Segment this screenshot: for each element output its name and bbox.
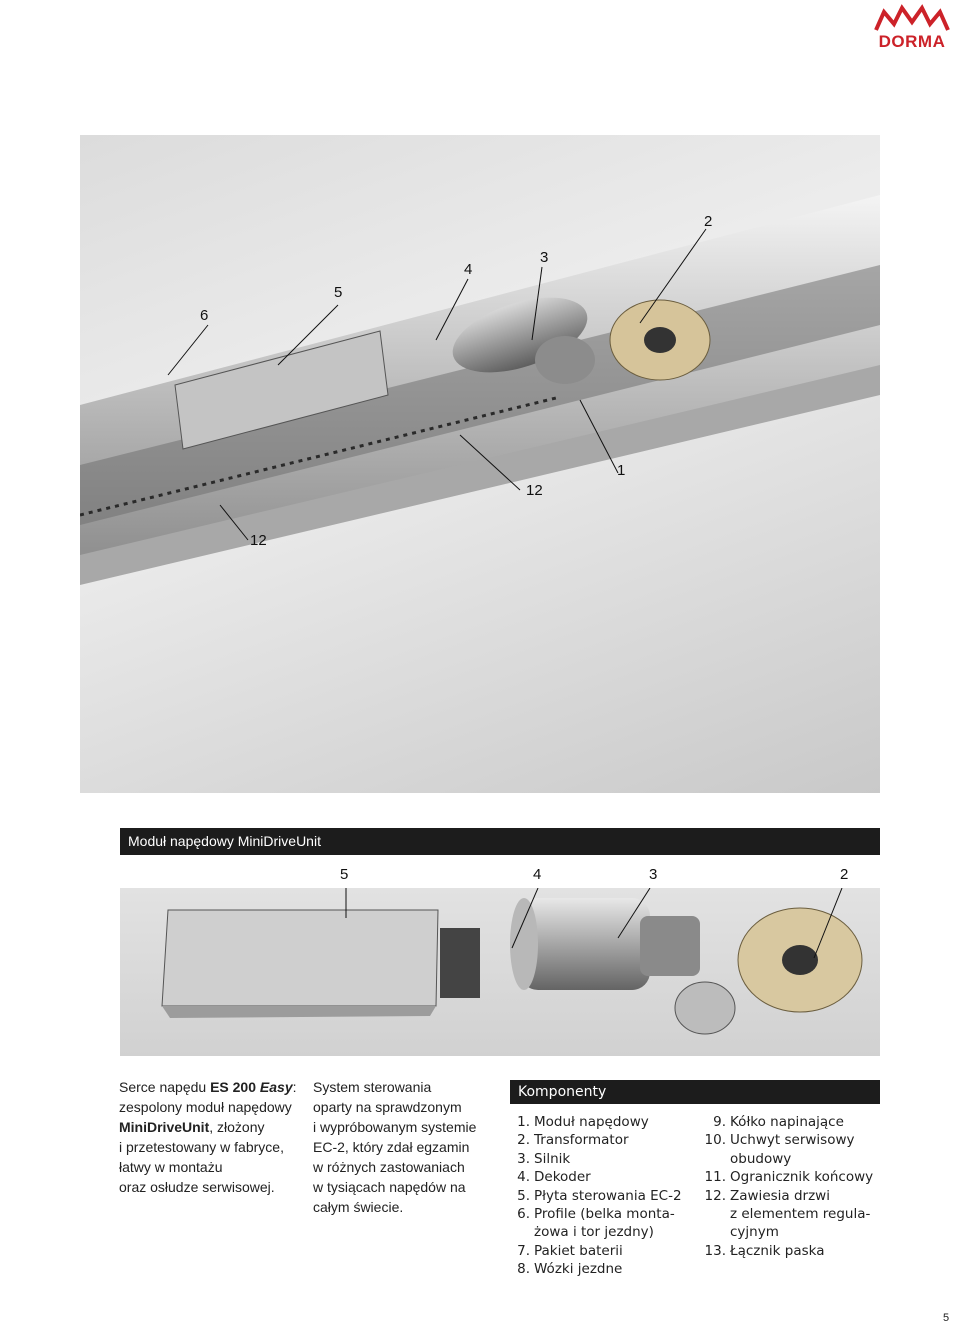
- list-item: 7. Pakiet baterii: [517, 1242, 623, 1259]
- list-item: 1. Moduł napędowy: [517, 1114, 649, 1130]
- callout-3: 3: [540, 249, 549, 266]
- minidriveunit-photo: [120, 888, 880, 1056]
- components-title: Komponenty: [518, 1084, 607, 1100]
- list-item: 13. Łącznik paska: [704, 1242, 825, 1259]
- list-item: 12. Zawiesia drzwi: [704, 1187, 830, 1204]
- drive-unit-photo: [80, 135, 880, 793]
- bottom-callout-4: 4: [533, 866, 542, 883]
- list-item: 5. Płyta sterowania EC-2: [517, 1187, 682, 1204]
- callout-4: 4: [464, 261, 473, 278]
- callout-6: 6: [200, 307, 209, 324]
- list-item: z elementem regula-: [730, 1206, 871, 1223]
- components-header: [510, 1080, 880, 1104]
- dorma-wordmark: DORMA: [878, 32, 946, 51]
- components-list-right: [700, 1113, 880, 1260]
- list-item: 11. Ogranicznik końcowy: [704, 1169, 874, 1186]
- list-item: obudowy: [730, 1150, 792, 1167]
- bottom-callout-2: 2: [840, 866, 849, 883]
- components-list-left: [510, 1113, 695, 1279]
- callout-12-left: 12: [250, 532, 267, 549]
- section-title: Moduł napędowy MiniDriveUnit: [128, 833, 321, 849]
- bottom-callout-5: 5: [340, 866, 349, 883]
- bottom-callout-3: 3: [649, 866, 658, 883]
- list-item: 6. Profile (belka monta-: [517, 1206, 675, 1223]
- section-title-bar: [120, 828, 880, 855]
- dorma-logo: [872, 4, 952, 50]
- list-item: 3. Silnik: [517, 1150, 571, 1167]
- intro-paragraph-1: Serce napędu ES 200 Easy: zespolony moduł napędowy MiniDriveUnit, złożony i przetestowany w fabryce, łatwy w montażu oraz osłudze serwisowej.: [119, 1079, 297, 1195]
- callout-5: 5: [334, 284, 343, 301]
- list-item: cyjnym: [730, 1224, 779, 1241]
- list-item: 9. Kółko napinające: [713, 1114, 844, 1130]
- dorma-crown-icon: [872, 4, 952, 34]
- list-item: 8. Wózki jezdne: [517, 1261, 623, 1278]
- list-item: 2. Transformator: [517, 1132, 629, 1149]
- list-item: żowa i tor jezdny): [534, 1224, 654, 1241]
- page-number: 5: [943, 1312, 950, 1324]
- intro-paragraph-2: System sterowania oparty na sprawdzonym i wypróbowanym systemie EC-2, który zdał egzamin w różnych zastowaniach w tysiącach napędów na całym świecie.: [313, 1079, 477, 1215]
- callout-1: 1: [617, 462, 626, 479]
- callout-12-right: 12: [526, 482, 543, 499]
- callout-2: 2: [704, 213, 713, 230]
- list-item: 4. Dekoder: [517, 1169, 591, 1186]
- list-item: 10. Uchwyt serwisowy: [704, 1132, 855, 1149]
